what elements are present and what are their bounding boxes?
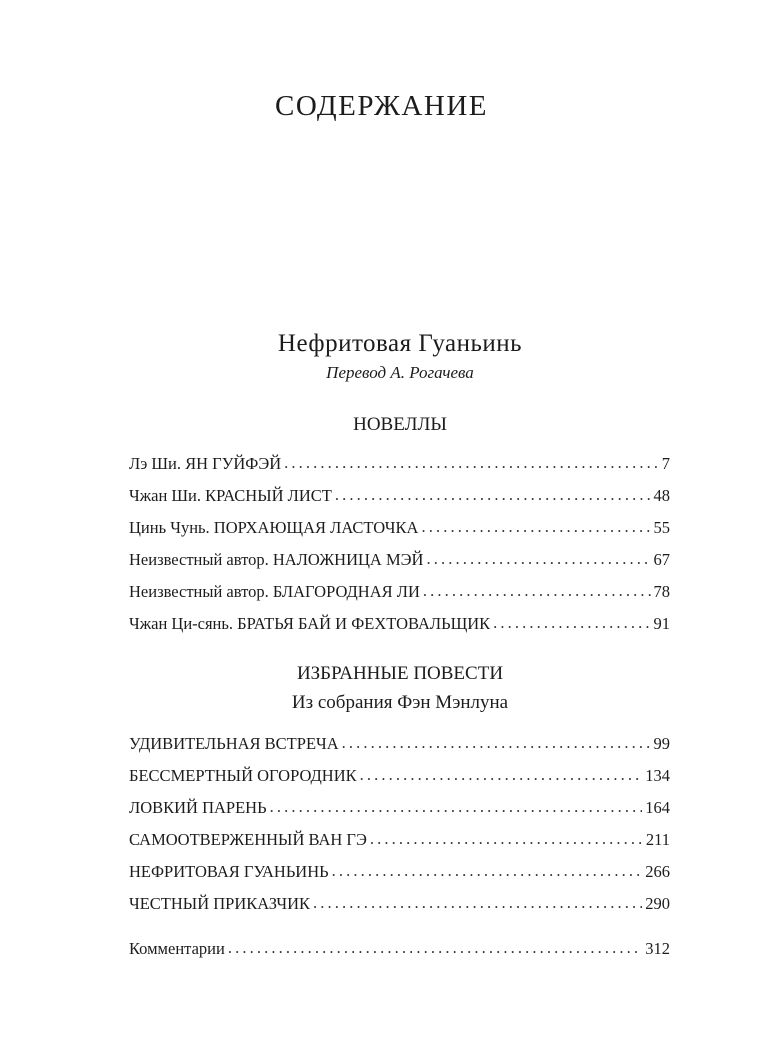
toc-entry[interactable] (129, 612, 670, 644)
toc-entry-page: 48 (653, 486, 670, 505)
toc-entry-page: 164 (645, 798, 670, 817)
dot-leader (370, 827, 643, 851)
toc-entry-label: Неизвестный автор. НАЛОЖНИЦА МЭЙ (129, 550, 424, 569)
toc-entry[interactable] (129, 764, 670, 796)
toc-entry-page: 211 (645, 830, 670, 849)
toc-entry[interactable] (129, 516, 670, 548)
toc-entry[interactable] (129, 548, 670, 580)
toc-entry-label: Чжан Ши. КРАСНЫЙ ЛИСТ (129, 486, 332, 505)
toc-entry-page: 290 (645, 894, 670, 913)
toc-entry-label: Цинь Чунь. ПОРХАЮЩАЯ ЛАСТОЧКА (129, 518, 419, 537)
toc-entry-label: Неизвестный автор. БЛАГОРОДНАЯ ЛИ (129, 582, 420, 601)
toc-entry-page: 266 (645, 862, 670, 881)
dot-leader (493, 611, 650, 635)
toc-list-stories (129, 732, 670, 924)
toc-entry-page: 78 (653, 582, 670, 601)
dot-leader (332, 859, 643, 883)
page-title: СОДЕРЖАНИЕ (275, 90, 488, 122)
section-heading-stories: ИЗБРАННЫЕ ПОВЕСТИ (296, 663, 504, 684)
toc-entry-page: 7 (661, 454, 670, 473)
book-title: Нефритовая Гуаньинь (277, 330, 523, 357)
toc-entry[interactable] (129, 580, 670, 612)
toc-entry[interactable] (129, 484, 670, 516)
dot-leader (284, 451, 659, 475)
dot-leader (423, 579, 651, 603)
toc-entry[interactable] (129, 796, 670, 828)
toc-entry-page: 99 (653, 734, 670, 753)
toc-entry-page: 312 (645, 939, 670, 958)
toc-entry-label: САМООТВЕРЖЕННЫЙ ВАН ГЭ (129, 830, 367, 849)
toc-list-novellas (129, 452, 670, 644)
dot-leader (228, 936, 642, 960)
toc-entry-page: 134 (645, 766, 670, 785)
dot-leader (421, 515, 650, 539)
section-subheading-stories: Из собрания Фэн Мэнлуна (291, 692, 509, 713)
toc-entry-label: Комментарии (129, 939, 225, 958)
toc-entry[interactable] (129, 732, 670, 764)
toc-entry[interactable] (129, 828, 670, 860)
toc-entry-label: УДИВИТЕЛЬНАЯ ВСТРЕЧА (129, 734, 339, 753)
dot-leader (342, 731, 651, 755)
dot-leader (313, 891, 642, 915)
translator-credit: Перевод А. Рогачева (326, 363, 474, 382)
dot-leader (426, 547, 650, 571)
toc-entry-page: 91 (653, 614, 670, 633)
toc-entry-label: НЕФРИТОВАЯ ГУАНЬИНЬ (129, 862, 329, 881)
dot-leader (270, 795, 643, 819)
dot-leader (360, 763, 643, 787)
toc-entry-label: ЛОВКИЙ ПАРЕНЬ (129, 798, 267, 817)
toc-entry-label: Лэ Ши. ЯН ГУЙФЭЙ (129, 454, 282, 473)
toc-entry-label: БЕССМЕРТНЫЙ ОГОРОДНИК (129, 766, 357, 785)
toc-entry[interactable] (129, 452, 670, 484)
toc-entry-label: ЧЕСТНЫЙ ПРИКАЗЧИК (129, 894, 311, 913)
toc-entry-label: Чжан Ци-сянь. БРАТЬЯ БАЙ И ФЕХТОВАЛЬЩИК (129, 614, 491, 633)
toc-entry-commentary[interactable] (129, 937, 670, 969)
toc-entry[interactable] (129, 892, 670, 924)
toc-entry[interactable] (129, 860, 670, 892)
toc-list-commentary (129, 937, 670, 969)
toc-entry-page: 55 (653, 518, 670, 537)
toc-entry-page: 67 (653, 550, 670, 569)
dot-leader (335, 483, 651, 507)
section-heading-novellas: НОВЕЛЛЫ (353, 414, 447, 435)
